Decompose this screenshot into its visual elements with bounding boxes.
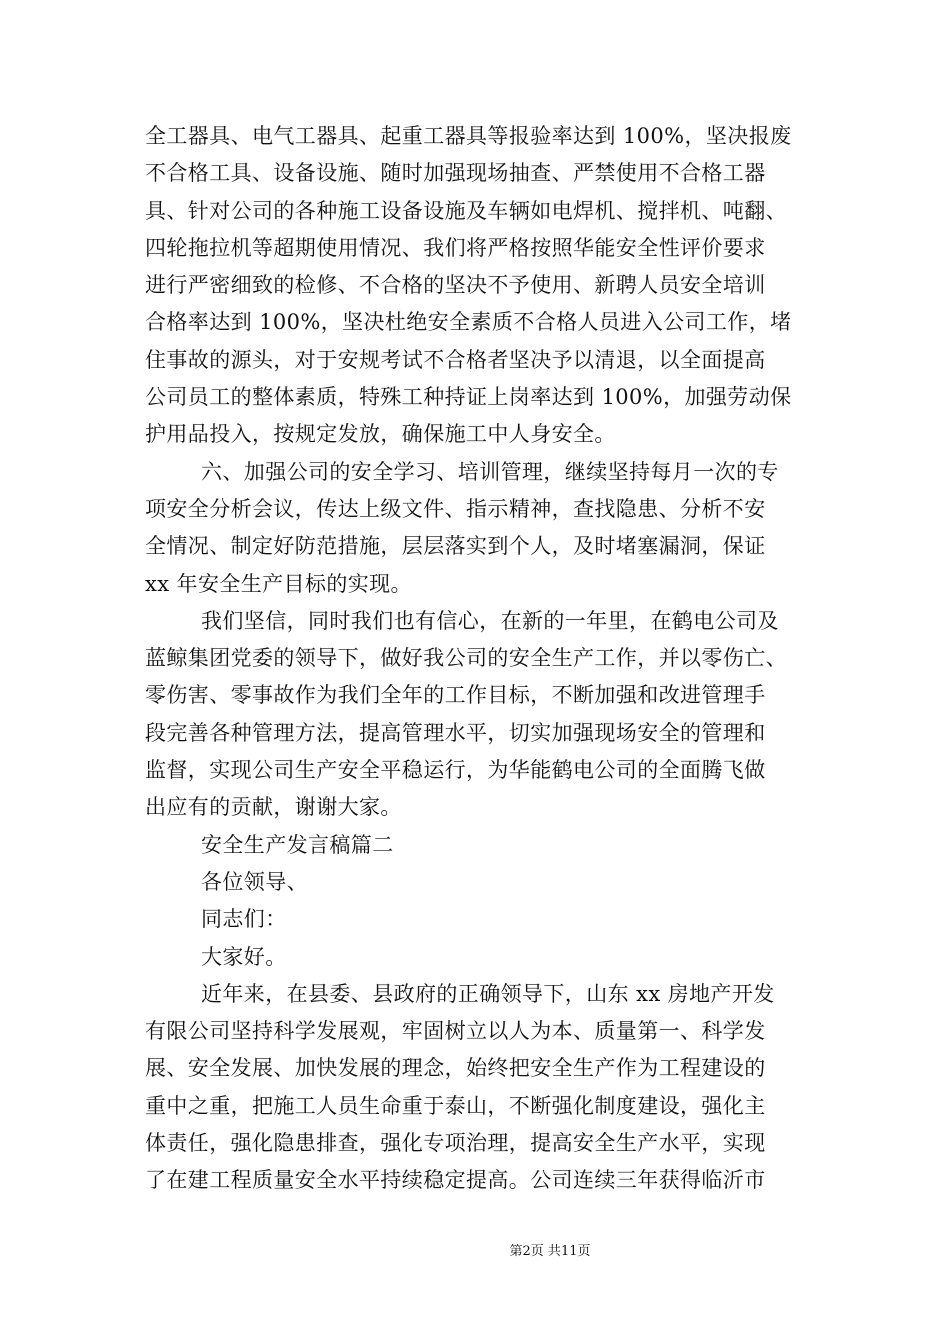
text-line: 公司员工的整体素质，特殊工种持证上岗率达到 100%，加强劳动保 (145, 385, 792, 410)
text-line: 全情况、制定好防范措施，层层落实到个人，及时堵塞漏洞，保证 (145, 534, 766, 559)
footer-middle: 页 共 (530, 1244, 561, 1259)
footer-total-pages: 11 (560, 1244, 578, 1259)
text-line: 项安全分析会议，传达上级文件、指示精神，查找隐患、分析不安 (145, 496, 766, 521)
text-line: 蓝鲸集团党委的领导下，做好我公司的安全生产工作，并以零伤亡、 (145, 646, 787, 671)
text-line: 我们坚信，同时我们也有信心，在新的一年里，在鹤电公司及 (201, 608, 779, 633)
text-line: 大家好。 (201, 944, 287, 969)
text-line: 同志们： (201, 907, 287, 932)
text-line: 监督，实现公司生产安全平稳运行，为华能鹤电公司的全面腾飞做 (145, 758, 766, 783)
text-line: 各位领导、 (201, 869, 308, 894)
text-line: 安全生产发言稿篇二 (201, 832, 394, 857)
text-line: 四轮拖拉机等超期使用情况、我们将严格按照华能安全性评价要求 (145, 235, 766, 260)
text-line: 出应有的贡献，谢谢大家。 (145, 795, 402, 820)
text-line: 近年来，在县委、县政府的正确领导下，山东 xx 房地产开发 (201, 981, 775, 1006)
text-line: 体责任，强化隐患排查，强化专项治理，提高安全生产水平，实现 (145, 1131, 766, 1156)
text-line: 展、安全发展、加快发展的理念，始终把安全生产作为工程建设的 (145, 1056, 766, 1081)
body-text (145, 118, 815, 1200)
text-line: 护用品投入，按规定发放，确保施工中人身安全。 (145, 422, 616, 447)
text-line: 六、加强公司的安全学习、培训管理，继续坚持每月一次的专 (201, 459, 779, 484)
text-line: xx 年安全生产目标的实现。 (145, 571, 412, 596)
footer-suffix: 页 (577, 1244, 591, 1259)
text-line: 零伤害、零事故作为我们全年的工作目标，不断加强和改进管理手 (145, 683, 766, 708)
text-line: 了在建工程质量安全水平持续稳定提高。公司连续三年获得临沂市 (145, 1168, 766, 1193)
text-line: 段完善各种管理方法，提高管理水平，切实加强现场安全的管理和 (145, 720, 766, 745)
text-line: 住事故的源头，对于安规考试不合格者坚决予以清退，以全面提高 (145, 347, 766, 372)
footer-prefix: 第 (509, 1244, 523, 1259)
text-line: 不合格工具、设备设施、随时加强现场抽查、严禁使用不合格工器 (145, 161, 766, 186)
text-line: 合格率达到 100%，坚决杜绝安全素质不合格人员进入公司工作，堵 (145, 310, 792, 335)
text-line: 具、针对公司的各种施工设备设施及车辆如电焊机、搅拌机、吨翻、 (145, 198, 787, 223)
footer-current-page: 2 (522, 1244, 531, 1259)
text-line: 进行严密细致的检修、不合格的坚决不予使用、新聘人员安全培训 (145, 273, 766, 298)
page-footer (0, 1244, 950, 1260)
text-line: 有限公司坚持科学发展观，牢固树立以人为本、质量第一、科学发 (145, 1019, 766, 1044)
text-line: 全工器具、电气工器具、起重工器具等报验率达到 100%，坚决报废 (145, 124, 792, 148)
text-line: 重中之重，把施工人员生命重于泰山，不断强化制度建设，强化主 (145, 1093, 766, 1118)
